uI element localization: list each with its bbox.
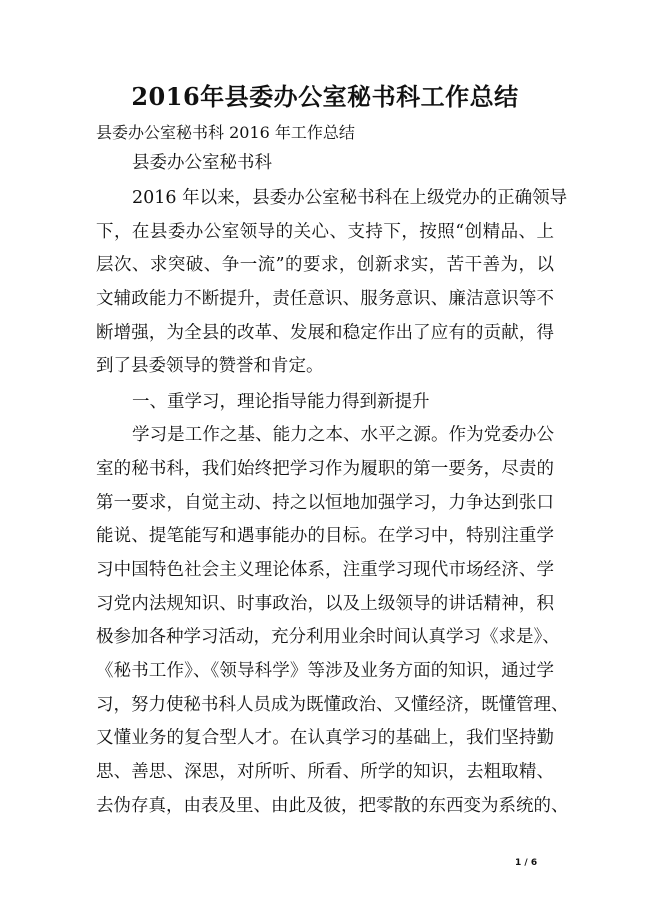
department-line: 县委办公室秘书科 [132, 153, 272, 173]
paragraph-line: 习党内法规知识、时事政治，以及上级领导的讲话精神，积 [96, 594, 554, 614]
paragraph-line: 2016 年以来，县委办公室秘书科在上级党办的正确领导 [132, 188, 568, 208]
paragraph-line: 到了县委领导的赞誉和肯定。 [96, 356, 324, 376]
paragraph-line: 习，努力使秘书科人员成为既懂政治、又懂经济，既懂管理、 [96, 695, 569, 715]
document-title: 2016年县委办公室秘书科工作总结 [131, 82, 519, 111]
section-heading: 一、重学习，理论指导能力得到新提升 [132, 392, 430, 412]
paragraph-line: 第一要求，自觉主动、持之以恒地加强学习，力争达到张口 [96, 493, 554, 513]
paragraph-line: 极参加各种学习活动，充分利用业余时间认真学习《求是》、 [96, 627, 560, 647]
paragraph-line: 室的秘书科，我们始终把学习作为履职的第一要务，尽责的 [96, 459, 554, 479]
document-subtitle: 县委办公室秘书科 2016 年工作总结 [96, 123, 355, 142]
paragraph-line: 下，在县委办公室领导的关心、支持下，按照“创精品、上 [96, 222, 554, 242]
paragraph-line: 去伪存真，由表及里、由此及彼，把零散的东西变为系统的、 [96, 796, 569, 816]
paragraph-line: 能说、提笔能写和遇事能办的目标。在学习中，特别注重学 [96, 526, 554, 546]
paragraph-line: 又懂业务的复合型人才。在认真学习的基础上，我们坚持勤 [96, 728, 554, 748]
paragraph-line: 思、善思、深思，对所听、所看、所学的知识，去粗取精、 [96, 762, 554, 782]
paragraph-line: 《秘书工作》、《领导科学》等涉及业务方面的知识，通过学 [96, 661, 554, 681]
paragraph-line: 习中国特色社会主义理论体系，注重学习现代市场经济、学 [96, 560, 554, 580]
paragraph-line: 断增强，为全县的改革、发展和稳定作出了应有的贡献，得 [96, 323, 554, 343]
paragraph-line: 文辅政能力不断提升，责任意识、服务意识、廉洁意识等不 [96, 289, 554, 309]
paragraph-line: 层次、求突破、争一流”的要求，创新求实，苦干善为，以 [96, 255, 554, 275]
paragraph-line: 学习是工作之基、能力之本、水平之源。作为党委办公 [132, 425, 554, 445]
page-number: 1 / 6 [515, 858, 538, 868]
